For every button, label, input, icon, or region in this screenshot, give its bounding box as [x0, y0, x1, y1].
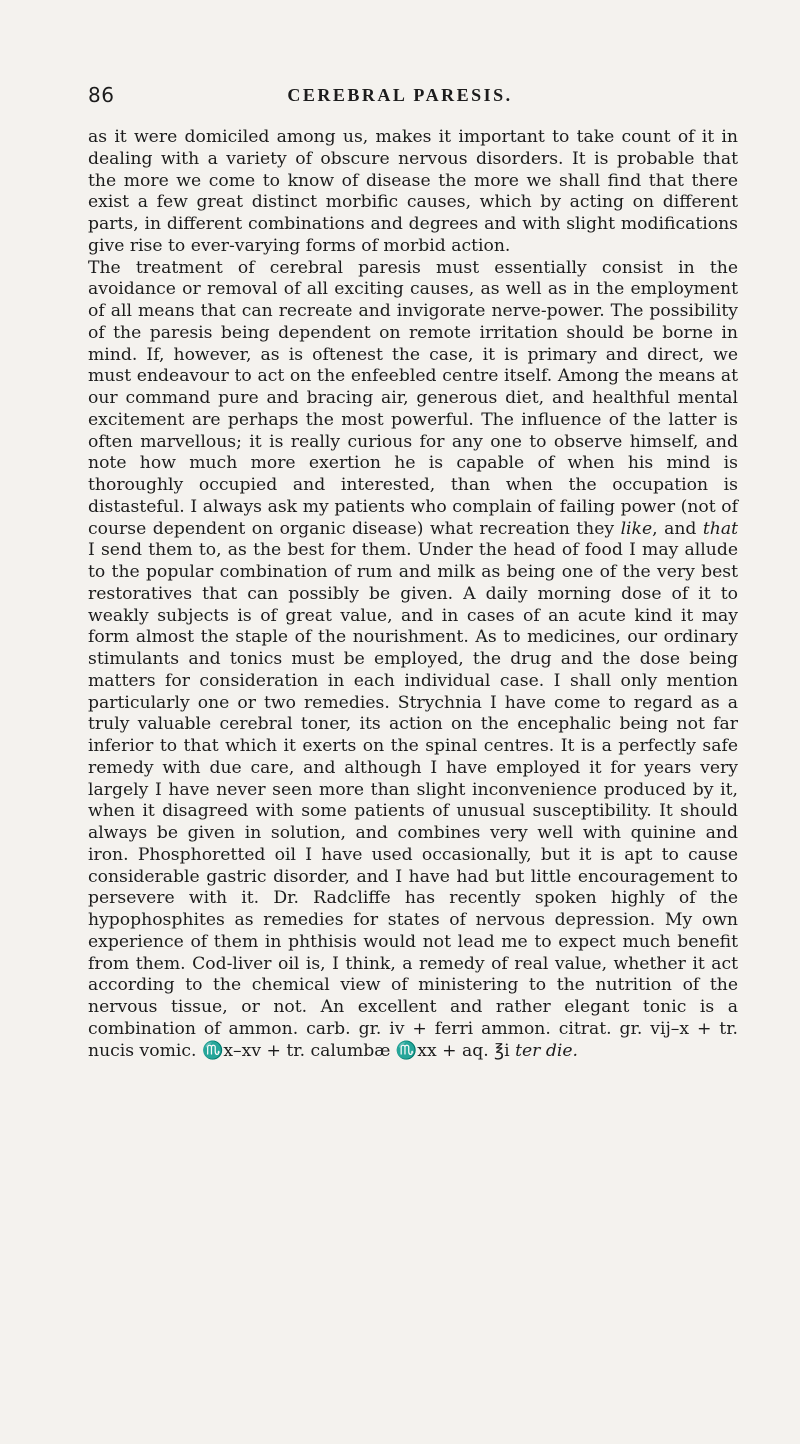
paragraph-text: I send them to, as the best for them. Under the head of food I may allude to the popular combination of rum and milk as being one of the very best restoratives that can possibly be given. A daily morning dose of it to weakly subjects is of great value, and in cases of an acute kind it may form almost the staple of the nourishment. As to medicines, our ordinary stimulants and tonics must be employed, the drug and the dose being matters for consideration in each individual case. I shall only mention particularly one or two remedies. Strychnia I have come to regard as a truly valuable cerebral toner, its action on the encephalic being not far inferior to that which it exerts on the spinal centres. It is a perfectly safe remedy with due care, and although I have employed it for years very largely I have never seen more than slight inconvenience produced by it, when it disagreed with some patients of unusual susceptibility. It should always be given in solution, and combines very well with quinine and iron. Phosphoretted oil I have used occasionally, but it is apt to cause considerable gastric disorder, and I have had but little encouragement to persevere with it. Dr. Radcliffe has recently spoken highly of the hypophosphites as remedies for states of nervous depression. My own experience of them in phthisis would not lead me to expect much benefit from them. Cod-liver oil is, I think, a remedy of real value, whether it act according to the chemical view of ministering to the nutrition of the nervous tissue, or not. An excellent and rather elegant tonic is a combination of ammon. carb. gr. iv + ferri ammon. citrat. gr. vij–x + tr. nucis vomic. ♏x–xv + tr. calumbæ ♏xx + aq. ℥i	[88, 540, 738, 1061]
italic-word: that	[702, 518, 738, 539]
page-number: 86	[88, 83, 115, 107]
paragraph-treatment	[88, 258, 738, 1063]
paragraph-text: , and	[652, 518, 697, 539]
italic-word: like	[620, 518, 653, 539]
running-title: CEREBRAL PARESIS.	[287, 85, 513, 105]
body-text	[88, 127, 738, 1062]
italic-word: ter die.	[515, 1040, 578, 1061]
paragraph-text: The treatment of cerebral paresis must essentially consist in the avoidance or removal of all exciting causes, as well as in the employment of all means that can recreate and invigorate nerve-power. The possibility of the paresis being dependent on remote irritation should be borne in mind. If, however, as is oftenest the case, it is primary and direct, we must endeavour to act on the enfeebled centre itself. Among the means at our command pure and bracing air, generous diet, and healthful mental excitement are perhaps the most powerful. The influence of the latter is often marvellous; it is really curious for any one to observe himself, and note how much more exertion he is capable of when his mind is thoroughly occupied and interested, than when the occupation is distasteful. I always ask my patients who complain of failing power (not of course dependent on organic disease) what recreation they	[88, 257, 738, 539]
paragraph-continued: as it were domiciled among us, makes it important to take count of it in dealing with a variety of obscure nervous disorders. It is probable that the more we come to know of disease the more we shall find that there exist a few great distinct morbific causes, which by acting on different parts, in different combinations and degrees and with slight modifications give rise to ever-varying forms of morbid action.	[88, 127, 738, 256]
